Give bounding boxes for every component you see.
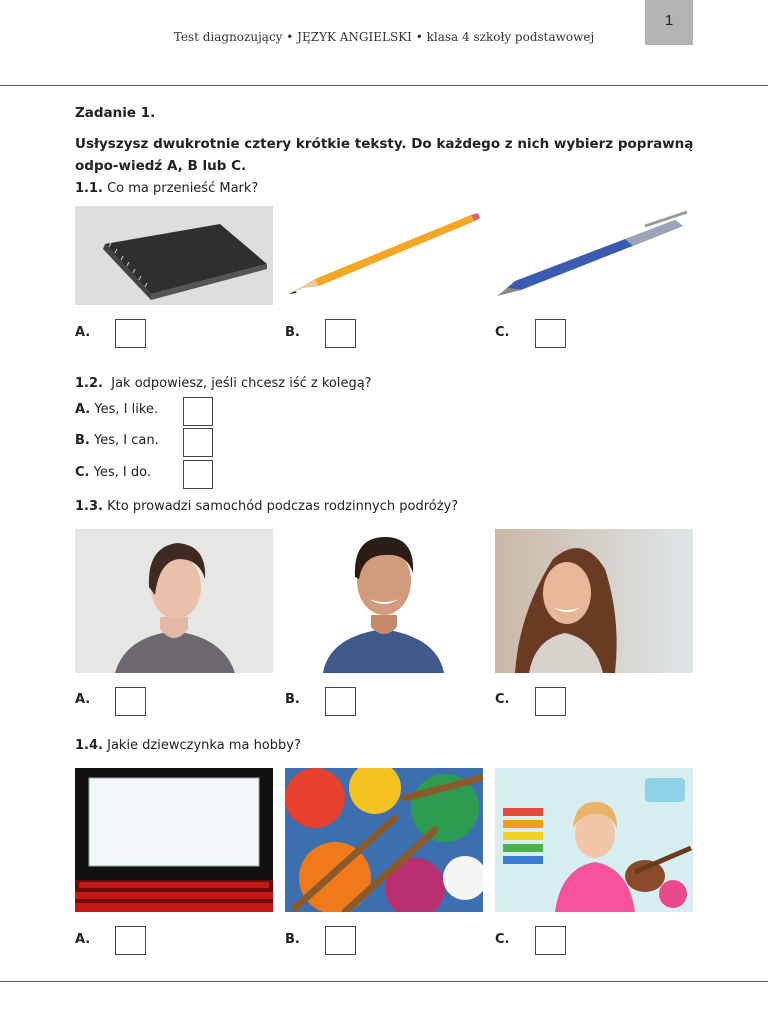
q1-option-a-label: A. xyxy=(75,325,91,340)
footer-divider xyxy=(0,981,768,982)
q4-option-a-label: A. xyxy=(75,932,91,947)
music-photo xyxy=(495,768,693,912)
q4-option-a-checkbox[interactable] xyxy=(115,926,146,955)
q3-option-a-label: A. xyxy=(75,692,91,707)
question-number: 1.3. xyxy=(75,499,103,514)
option-text: Yes, I can. xyxy=(94,433,159,448)
q3-option-c-label: C. xyxy=(495,692,510,707)
q2-option-a xyxy=(75,402,158,417)
girl-photo xyxy=(495,529,693,673)
q2-option-a-checkbox[interactable] xyxy=(183,397,213,426)
q4-option-c-label: C. xyxy=(495,932,510,947)
q1-option-b-checkbox[interactable] xyxy=(325,319,356,348)
question-1-4 xyxy=(75,738,301,753)
notebook-image xyxy=(75,206,273,305)
q4-option-b-checkbox[interactable] xyxy=(325,926,356,955)
q2-option-b-checkbox[interactable] xyxy=(183,428,213,457)
q2-option-b xyxy=(75,433,159,448)
pencil-image xyxy=(285,206,483,305)
q1-option-b-label: B. xyxy=(285,325,300,340)
q1-option-c-label: C. xyxy=(495,325,510,340)
q3-option-a-checkbox[interactable] xyxy=(115,687,146,716)
page-number: 1 xyxy=(645,0,693,45)
q2-option-c xyxy=(75,465,151,480)
question-text: Co ma przenieść Mark? xyxy=(107,181,259,196)
task-title: Zadanie 1. xyxy=(75,105,156,121)
question-text: Jak odpowiesz, jeśli chcesz iść z kolegą? xyxy=(111,376,372,391)
q2-option-c-checkbox[interactable] xyxy=(183,460,213,489)
pen-image xyxy=(495,206,693,305)
option-letter: B. xyxy=(75,433,90,448)
cinema-photo xyxy=(75,768,273,912)
q3-option-b-checkbox[interactable] xyxy=(325,687,356,716)
man-photo xyxy=(323,529,444,673)
header-title: Test diagnozujący • JĘZYK ANGIELSKI • klasa 4 szkoły podstawowej xyxy=(173,30,595,44)
q4-option-b-label: B. xyxy=(285,932,300,947)
option-letter: A. xyxy=(75,402,91,417)
option-text: Yes, I do. xyxy=(93,465,151,480)
question-number: 1.4. xyxy=(75,738,103,753)
question-text: Kto prowadzi samochód podczas rodzinnych podróży? xyxy=(107,499,459,514)
option-text: Yes, I like. xyxy=(94,402,159,417)
question-1-2 xyxy=(75,376,372,391)
q1-option-a-checkbox[interactable] xyxy=(115,319,146,348)
q3-option-b-label: B. xyxy=(285,692,300,707)
task-intro: Usłyszysz dwukrotnie cztery krótkie teksty. Do każdego z nich wybierz poprawną odpo-wiedź A, B lub C. xyxy=(75,136,694,174)
option-letter: C. xyxy=(75,465,90,480)
question-1-1 xyxy=(75,181,258,196)
q1-option-c-checkbox[interactable] xyxy=(535,319,566,348)
question-1-3 xyxy=(75,499,458,514)
q3-option-c-checkbox[interactable] xyxy=(535,687,566,716)
question-number: 1.1. xyxy=(75,181,103,196)
question-text: Jakie dziewczynka ma hobby? xyxy=(107,738,301,753)
header-divider xyxy=(0,85,768,86)
painting-photo xyxy=(285,768,483,912)
question-number: 1.2. xyxy=(75,376,103,391)
q4-option-c-checkbox[interactable] xyxy=(535,926,566,955)
woman-photo xyxy=(75,529,273,673)
